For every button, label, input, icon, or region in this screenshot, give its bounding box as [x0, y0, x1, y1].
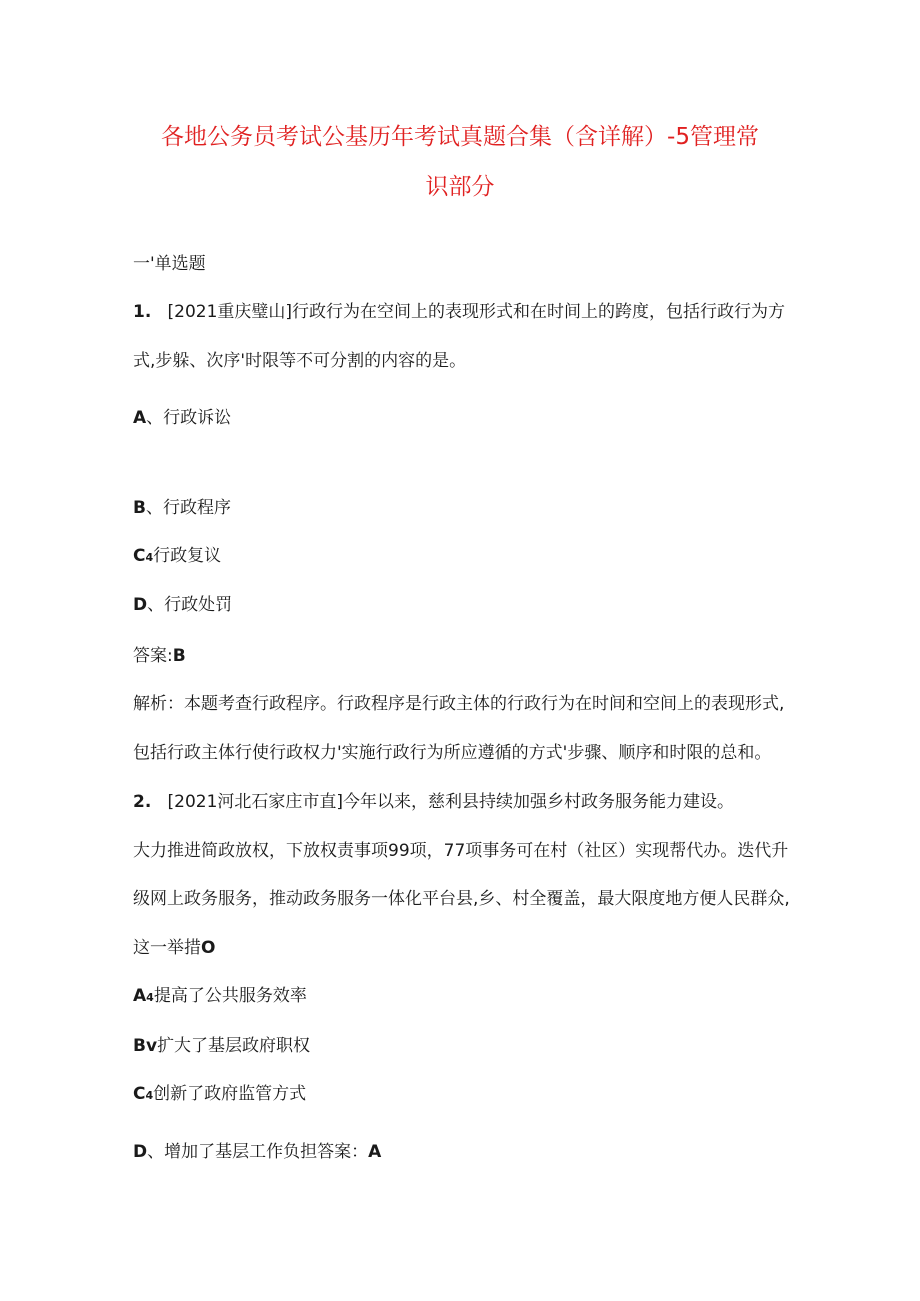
q2-option-c-sep: 4: [145, 1089, 154, 1102]
q2-stem-text-4: 这一举措: [133, 938, 201, 958]
q1-option-d-key: D: [133, 595, 148, 615]
q2-number: 2.: [133, 792, 152, 812]
q1-option-a: [133, 407, 231, 429]
q2-option-c-text: 创新了政府监管方式: [153, 1084, 307, 1104]
q1-option-a-key: A: [133, 408, 147, 428]
q2-answer-value: A: [368, 1142, 382, 1162]
q1-stem-line-1: [133, 301, 785, 323]
q2-option-d-key: D: [133, 1142, 148, 1162]
q2-stem-blank: O: [201, 938, 216, 958]
q1-answer: [133, 645, 186, 667]
q1-stem-line-2: 式,步躲、次序'时限等不可分割的内容的是。: [133, 351, 467, 371]
q2-stem-line-1: [133, 791, 734, 813]
q2-option-a-text: 提高了公共服务效率: [153, 986, 307, 1006]
q2-option-d: [133, 1141, 381, 1163]
q2-option-b-key: B: [133, 1036, 146, 1056]
q1-option-d: [133, 594, 232, 616]
q2-option-b: [133, 1035, 310, 1057]
q2-option-a-sep: 4: [146, 991, 154, 1004]
q2-option-b-sep: v: [145, 1036, 158, 1056]
section-heading: 一'单选题: [133, 254, 206, 274]
q1-option-a-text: 行政诉讼: [163, 408, 232, 428]
q1-stem-text-1: [2021重庆璧山]行政行为在空间上的表现形式和在时间上的跨度，包括行政行为方: [167, 302, 786, 322]
q1-option-b-key: B: [133, 498, 146, 518]
q2-option-c: [133, 1083, 306, 1107]
q1-analysis-line-2: 包括行政主体行使行政权力'实施行政行为所应遵循的方式'步骤、顺序和时限的总和。: [133, 743, 772, 763]
q2-stem-line-4: [133, 937, 215, 959]
document-title-line-2: 识部分: [425, 174, 495, 200]
q1-answer-label: 答案:: [133, 646, 173, 666]
q1-option-c-sep: 4: [145, 551, 154, 564]
q1-option-b-sep: 、: [145, 498, 163, 518]
q2-option-d-text: 增加了基层工作负担答案：: [164, 1142, 369, 1162]
q2-option-d-sep: 、: [147, 1142, 165, 1162]
q1-analysis-line-1: 解析：本题考查行政程序。行政程序是行政主体的行政行为在时间和空间上的表现形式,: [133, 694, 785, 714]
q1-option-b-text: 行政程序: [162, 498, 231, 518]
document-title-line-1: 各地公务员考试公基历年考试真题合集（含详解）-5管理常: [161, 124, 759, 150]
q1-option-a-sep: 、: [146, 408, 164, 428]
q2-option-b-text: 扩大了基层政府职权: [157, 1036, 311, 1056]
q1-option-d-text: 行政处罚: [164, 595, 233, 615]
q2-stem-line-2: 大力推进简政放权，下放权责事项99项，77项事务可在村（社区）实现帮代办。迭代升: [133, 841, 789, 861]
q2-option-c-key: C: [133, 1084, 146, 1104]
q2-stem-text-1: [2021河北石家庄市直]今年以来，慈利县持续加强乡村政务服务能力建设。: [167, 792, 735, 812]
q1-option-c-text: 行政复议: [153, 546, 222, 566]
q1-option-b: [133, 497, 231, 519]
q2-option-a-key: A: [133, 986, 147, 1006]
q1-option-c-key: C: [133, 546, 146, 566]
q1-number: 1.: [133, 302, 152, 322]
q1-answer-value: B: [172, 646, 186, 666]
q2-stem-line-3: 级网上政务服务，推动政务服务一体化平台县,乡、村全覆盖，最大限度地方便人民群众,: [133, 889, 790, 909]
q2-option-a: [133, 985, 307, 1009]
q1-option-d-sep: 、: [147, 595, 165, 615]
q1-option-c: [133, 545, 221, 569]
